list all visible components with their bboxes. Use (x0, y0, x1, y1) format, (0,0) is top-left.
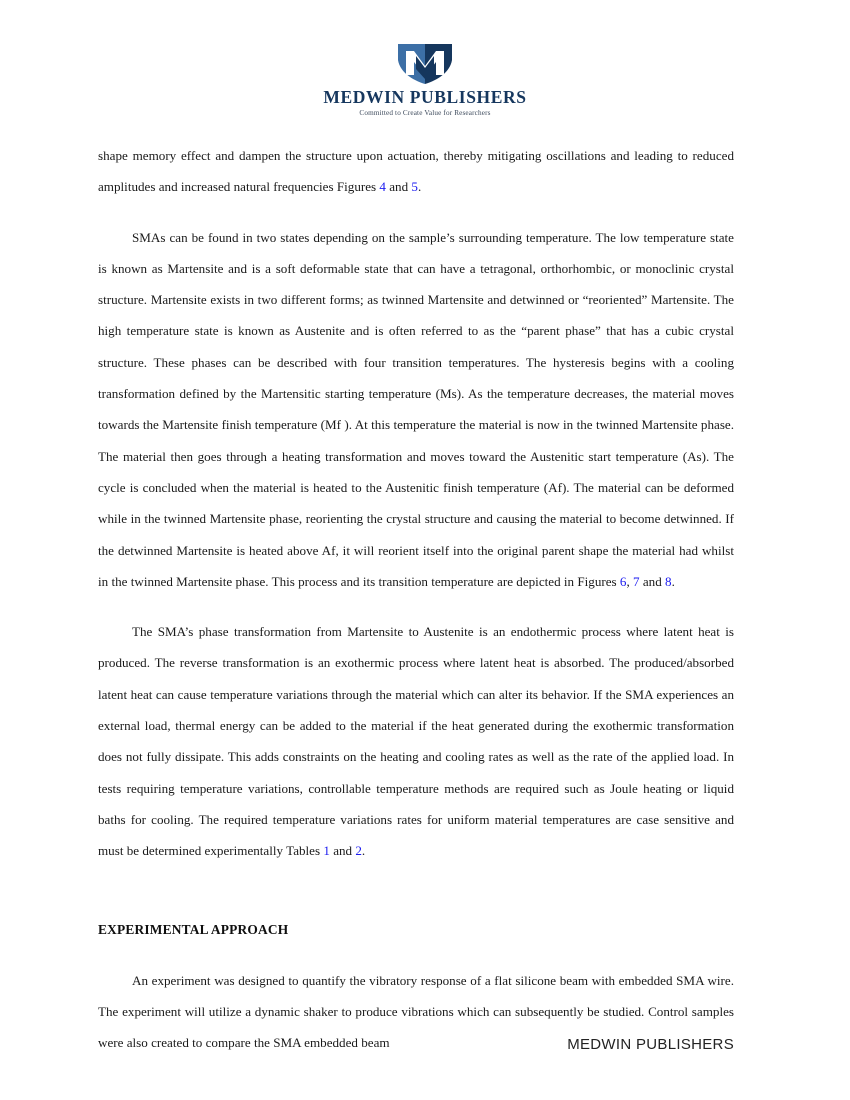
paragraph-1-text: shape memory effect and dampen the structure upon actuation, thereby mitigating oscillations and leading to reduced amplitudes and increased natural frequencies Figures (98, 148, 734, 195)
page-header (0, 42, 850, 117)
brand-name: MEDWIN PUBLISHERS (323, 87, 527, 107)
page-footer (0, 1036, 850, 1054)
paragraph-phase-transformation (98, 616, 734, 866)
paragraph-sma-states (98, 222, 734, 598)
paragraph-1-end: . (417, 179, 422, 195)
paragraph-2-end: . (671, 573, 675, 589)
paragraph-experiment-design: An experiment was designed to quantify the vibratory response of a flat silicone beam with embedded SMA wire. The experiment will utilize a dynamic shaker to produce vibrations which can subsequently be studied. Control samples were also created to compare the SMA embedded beam (98, 972, 734, 1051)
footer-publisher-name: MEDWIN PUBLISHERS (567, 1036, 734, 1053)
paragraph-continued (98, 140, 734, 203)
table-1-link[interactable]: 1 (323, 843, 330, 859)
paragraph-1-mid: and (385, 179, 412, 195)
paragraph-3-mid: and (329, 843, 356, 859)
section-heading-experimental-approach: EXPERIMENTAL APPROACH (98, 921, 289, 937)
paragraph-3-text: The SMA’s phase transformation from Martensite to Austenite is an endothermic process where latent heat is produced. The reverse transformation is an exothermic process where latent heat is absorbed. The produced/absorbed latent heat can cause temperature variations through the material which can alter its behavior. If the SMA experiences an external load, thermal energy can be added to the material if the heat generated during the exothermic transformation does not fully dissipate. This adds constraints on the heating and cooling rates as well as the rate of the applied load. In tests requiring temperature variations, controllable temperature methods are required such as Joule heating or liquid baths for cooling. The required temperature variations rates for uniform material temperatures are case sensitive and must be determined experimentally Tables (98, 624, 734, 859)
figure-7-link[interactable]: 7 (633, 573, 640, 589)
figure-8-link[interactable]: 8 (665, 573, 672, 589)
figure-5-link[interactable]: 5 (411, 179, 418, 195)
figure-4-link[interactable]: 4 (379, 179, 386, 195)
medwin-shield-logo-icon (394, 42, 456, 86)
table-2-link[interactable]: 2 (355, 843, 362, 859)
document-body (98, 140, 734, 1077)
brand-tagline: Committed to Create Value for Researchers (359, 108, 491, 117)
paragraph-2-sep: , (626, 573, 634, 589)
spacer-after-heading (98, 938, 734, 965)
publisher-logo (323, 42, 526, 117)
paragraph-3-end: . (361, 843, 366, 859)
figure-6-link[interactable]: 6 (619, 573, 627, 589)
spacer-before-heading (98, 886, 734, 922)
paragraph-2-mid: and (639, 573, 666, 589)
paragraph-2-text: SMAs can be found in two states depending on the sample’s surrounding temperature. The low temperature state is known as Martensite and is a soft deformable state that can have a tetragonal, orthorhombic, or monoclinic crystal structure. Martensite exists in two different forms; as twinned Martensite and detwinned or “reoriented” Martensite. The high temperature state is known as Austenite and is often referred to as the “parent phase” that has a cubic crystal structure. These phases can be described with four transition temperatures. The hysteresis begins with a cooling transformation defined by the Martensitic starting temperature (Ms). As the temperature decreases, the material moves towards the Martensite finish temperature (Mf ). At this temperature the material is now in the twinned Martensite phase. The material then goes through a heating transformation and moves toward the Austenitic start temperature (As). The cycle is concluded when the material is heated to the Austenitic finish temperature (Af). The material can be deformed while in the twinned Martensite phase, reorienting the crystal structure and causing the material to become detwinned. If the detwinned Martensite is heated above Af, it will reorient itself into the original parent shape the material had whilst in the twinned Martensite phase. This process and its transition temperature are depicted in Figures (98, 229, 734, 589)
